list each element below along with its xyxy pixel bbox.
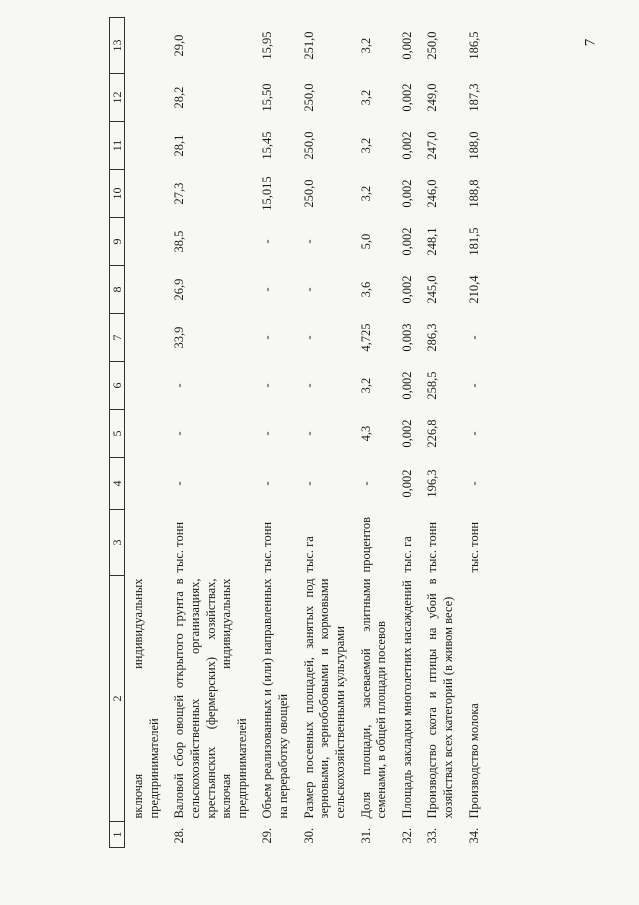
header-cell: 10 xyxy=(110,170,125,218)
value-cell: - xyxy=(301,287,316,292)
indicator-name: Размер посевных площадей, занятых под зерновыми, зернобобовыми и кормовыми сельскохозяйственными культурами xyxy=(301,578,347,819)
value-cell: 286,3 xyxy=(425,323,440,352)
value-cell xyxy=(125,314,167,362)
header-cell: 9 xyxy=(110,218,125,266)
indicators-table xyxy=(109,17,486,848)
header-cell: 5 xyxy=(110,410,125,458)
table-row xyxy=(296,18,353,848)
indicator-name: Доля площади, засеваемой элитными семенами, в общей площади посевов xyxy=(358,578,389,819)
table-row xyxy=(419,18,460,848)
value-cell: - xyxy=(260,481,275,486)
unit-cell: тыс. тонн xyxy=(260,521,275,573)
value-cell xyxy=(125,18,167,74)
value-cell: 3,2 xyxy=(358,89,373,106)
value-cell: 250,0 xyxy=(301,83,316,112)
value-cell: - xyxy=(260,239,275,244)
rotated-table-container xyxy=(109,20,481,848)
header-cell: 8 xyxy=(110,266,125,314)
value-cell: - xyxy=(301,335,316,340)
header-cell: 4 xyxy=(110,458,125,510)
value-cell: 0,002 xyxy=(399,131,414,160)
value-cell: 29,0 xyxy=(172,34,187,57)
header-cell: 6 xyxy=(110,362,125,410)
value-cell: 187,3 xyxy=(466,83,481,112)
value-cell: 210,4 xyxy=(466,275,481,304)
value-cell: 181,5 xyxy=(466,227,481,256)
value-cell: 186,5 xyxy=(466,31,481,60)
value-cell: - xyxy=(172,481,187,486)
value-cell: 245,0 xyxy=(425,275,440,304)
value-cell: 196,3 xyxy=(425,469,440,498)
value-cell xyxy=(125,410,167,458)
value-cell: 15,50 xyxy=(260,83,275,112)
row-number: 31. xyxy=(358,827,373,844)
value-cell: - xyxy=(260,383,275,388)
value-cell: 15,45 xyxy=(260,131,275,160)
value-cell xyxy=(125,458,167,510)
value-cell: 5,0 xyxy=(358,233,373,250)
unit-cell xyxy=(125,510,167,576)
value-cell: 0,002 xyxy=(399,31,414,60)
table-row xyxy=(461,18,487,848)
unit-cell: тыс. га xyxy=(399,536,414,573)
value-cell: 26,9 xyxy=(172,278,187,301)
header-cell: 1 xyxy=(110,822,125,848)
value-cell: - xyxy=(301,239,316,244)
indicator-name: включая индивидуальных предпринимателей xyxy=(131,578,161,819)
value-cell: 247,0 xyxy=(425,131,440,160)
value-cell: 3,2 xyxy=(358,377,373,394)
indicator-name: Площадь закладки многолетних насаждений xyxy=(399,580,414,819)
value-cell: 0,002 xyxy=(399,227,414,256)
value-cell: 250,0 xyxy=(425,31,440,60)
table-row xyxy=(166,18,254,848)
unit-cell: тыс. тонн xyxy=(466,521,481,573)
value-cell xyxy=(125,170,167,218)
value-cell: 38,5 xyxy=(172,230,187,253)
row-number: 33. xyxy=(425,827,440,844)
value-cell: - xyxy=(172,431,187,436)
indicator-name: Объем реализованных и (или) направленных на переработку овощей xyxy=(260,578,290,819)
value-cell: 258,5 xyxy=(425,371,440,400)
value-cell: 246,0 xyxy=(425,179,440,208)
value-cell: 0,002 xyxy=(399,469,414,498)
header-cell: 11 xyxy=(110,122,125,170)
unit-cell: тыс. га xyxy=(301,536,316,573)
value-cell: - xyxy=(260,335,275,340)
table-row xyxy=(353,18,394,848)
header-cell: 3 xyxy=(110,510,125,576)
value-cell: 28,1 xyxy=(172,134,187,157)
value-cell: - xyxy=(466,481,481,486)
table-row xyxy=(125,18,167,848)
row-number: 28. xyxy=(172,827,187,844)
value-cell xyxy=(125,218,167,266)
row-number: 34. xyxy=(466,827,481,844)
value-cell: 15,015 xyxy=(260,176,275,211)
value-cell: 250,0 xyxy=(301,179,316,208)
value-cell: 250,0 xyxy=(301,131,316,160)
row-number: 30. xyxy=(301,827,316,844)
table-row xyxy=(394,18,420,848)
value-cell: 0,003 xyxy=(399,323,414,352)
value-cell: - xyxy=(301,481,316,486)
value-cell: 188,8 xyxy=(466,179,481,208)
value-cell: 0,002 xyxy=(399,371,414,400)
value-cell xyxy=(125,74,167,122)
value-cell: - xyxy=(466,431,481,436)
row-number: 29. xyxy=(260,827,275,844)
value-cell: 226,8 xyxy=(425,419,440,448)
value-cell: 3,6 xyxy=(358,281,373,298)
value-cell: - xyxy=(301,383,316,388)
value-cell: - xyxy=(466,335,481,340)
value-cell: 28,2 xyxy=(172,86,187,109)
unit-cell: тыс. тонн xyxy=(172,521,187,573)
indicator-name: Производство скота и птицы на убой в хозяйствах всех категорий (в живом весе) xyxy=(425,578,455,819)
table-row xyxy=(254,18,295,848)
value-cell: 3,2 xyxy=(358,37,373,54)
row-number: 32. xyxy=(399,827,414,844)
indicator-name: Валовой сбор овощей открытого грунта в сельскохозяйственных организациях, крестьянских (фермерских) хозяйствах, включая индивидуальных предпринимателей xyxy=(172,578,249,819)
value-cell: - xyxy=(260,287,275,292)
header-cell: 7 xyxy=(110,314,125,362)
value-cell: 0,002 xyxy=(399,83,414,112)
unit-cell: тыс. тонн xyxy=(425,521,440,573)
value-cell: 15,95 xyxy=(260,31,275,60)
value-cell: 33,9 xyxy=(172,326,187,349)
value-cell: - xyxy=(260,431,275,436)
header-row xyxy=(110,18,125,848)
value-cell: 249,0 xyxy=(425,83,440,112)
value-cell: 188,0 xyxy=(466,131,481,160)
value-cell xyxy=(125,122,167,170)
value-cell: 251,0 xyxy=(301,31,316,60)
value-cell: 0,002 xyxy=(399,179,414,208)
value-cell: 4,3 xyxy=(358,425,373,442)
value-cell: - xyxy=(358,481,373,486)
indicator-name: Производство молока xyxy=(466,703,481,819)
value-cell: 248,1 xyxy=(425,227,440,256)
header-cell: 12 xyxy=(110,74,125,122)
value-cell xyxy=(125,362,167,410)
page-number: 7 xyxy=(582,38,599,47)
value-cell: - xyxy=(466,383,481,388)
header-cell: 13 xyxy=(110,18,125,74)
header-cell: 2 xyxy=(110,576,125,822)
row-number xyxy=(125,822,167,848)
value-cell: 0,002 xyxy=(399,275,414,304)
value-cell: - xyxy=(301,431,316,436)
unit-cell: процентов xyxy=(358,516,373,573)
value-cell: 3,2 xyxy=(358,185,373,202)
value-cell: 0,002 xyxy=(399,419,414,448)
value-cell xyxy=(125,266,167,314)
value-cell: 4,725 xyxy=(358,323,373,352)
value-cell: 3,2 xyxy=(358,137,373,154)
value-cell: - xyxy=(172,383,187,388)
value-cell: 27,3 xyxy=(172,182,187,205)
